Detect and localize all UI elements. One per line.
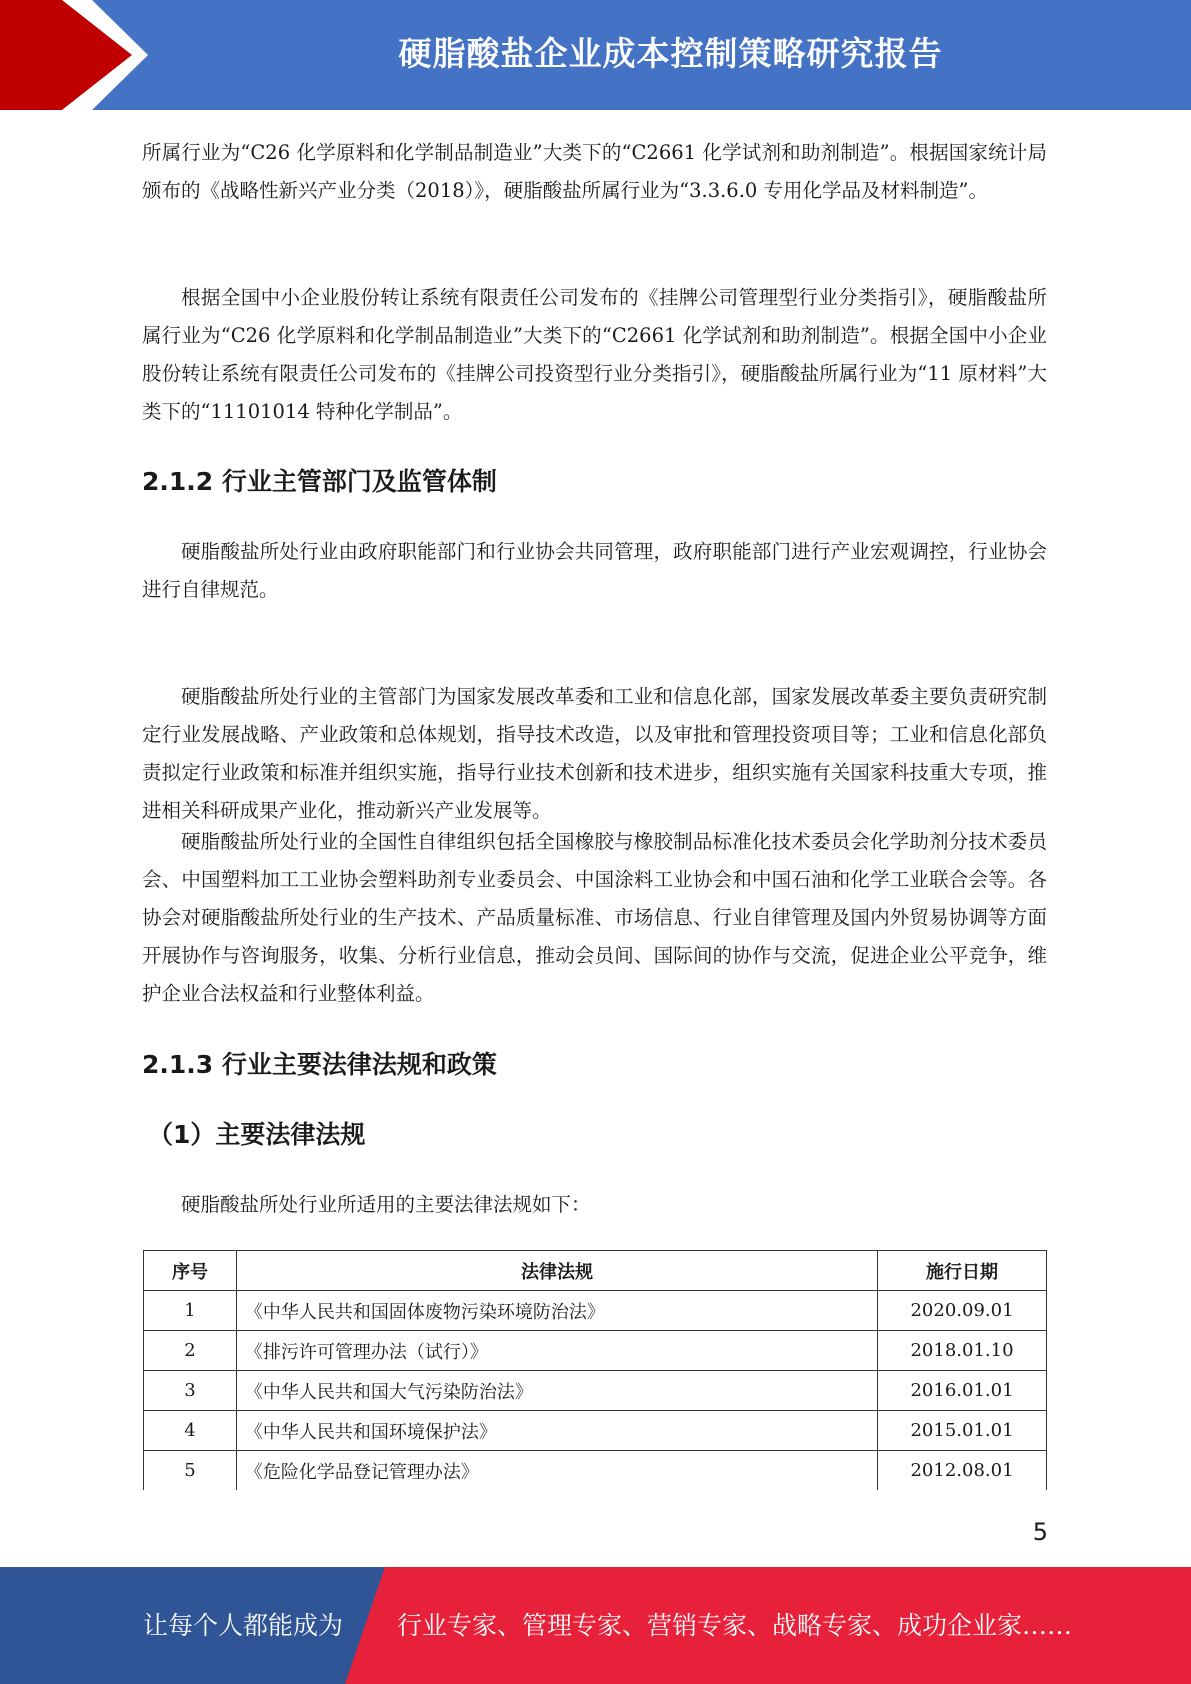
header-date: 施行日期 [878,1251,1047,1291]
row-law: 《中华人民共和国固体废物污染环境防治法》 [236,1291,877,1331]
row-law: 《中华人民共和国大气污染防治法》 [236,1371,877,1411]
page-number: 5 [1032,1518,1048,1546]
table-row [144,1411,1047,1451]
row-date: 2012.08.01 [878,1451,1047,1491]
table-row [144,1291,1047,1331]
section-heading-2-1-3: 2.1.3 行业主要法律法规和政策 [142,1050,497,1079]
row-law: 《危险化学品登记管理办法》 [236,1451,877,1491]
paragraph-3: 硬脂酸盐所处行业由政府职能部门和行业协会共同管理，政府职能部门进行产业宏观调控，行业协会进行自律规范。 [142,540,1047,601]
paragraph-6: 硬脂酸盐所处行业所适用的主要法律法规如下： [181,1193,591,1216]
paragraph-2: 根据全国中小企业股份转让系统有限责任公司发布的《挂牌公司管理型行业分类指引》，硬脂酸盐所属行业为“C26 化学原料和化学制品制造业”大类下的“C2661 化学试剂和助剂制造”。根据全国中小企业股份转让系统有限责任公司发布的《挂牌公司投资型行业分类指引》，硬脂酸盐所属行业为“11 原材料”大类下的“11101014 特种化学制品”。 [142,286,1047,423]
header-index: 序号 [144,1251,237,1291]
footer-slogan-right: 行业专家、管理专家、营销专家、战略专家、成功企业家…… [397,1611,1073,1640]
table-row [144,1371,1047,1411]
row-date: 2018.01.10 [878,1331,1047,1371]
row-date: 2020.09.01 [878,1291,1047,1331]
row-index: 4 [144,1411,237,1451]
table-header-row [144,1251,1047,1291]
footer-slogan-left: 让每个人都能成为 [143,1611,344,1640]
section-heading-2-1-2: 2.1.2 行业主管部门及监管体制 [142,467,497,496]
row-index: 2 [144,1331,237,1371]
table-row [144,1331,1047,1371]
page-header [0,0,1191,110]
row-law: 《中华人民共和国环境保护法》 [236,1411,877,1451]
paragraph-5: 硬脂酸盐所处行业的全国性自律组织包括全国橡胶与橡胶制品标准化技术委员会化学助剂分技术委员会、中国塑料加工工业协会塑料助剂专业委员会、中国涂料工业协会和中国石油和化学工业联合会等。各协会对硬脂酸盐所处行业的生产技术、产品质量标准、市场信息、行业自律管理及国内外贸易协调等方面开展协作与咨询服务，收集、分析行业信息，推动会员间、国际间的协作与交流，促进企业公平竞争，维护企业合法权益和行业整体利益。 [142,830,1047,1005]
row-law: 《排污许可管理办法（试行）》 [236,1331,877,1371]
row-date: 2015.01.01 [878,1411,1047,1451]
row-index: 5 [144,1451,237,1491]
laws-table [143,1250,1047,1490]
paragraph-1: 所属行业为“C26 化学原料和化学制品制造业”大类下的“C2661 化学试剂和助剂制造”。根据国家统计局颁布的《战略性新兴产业分类（2018）》，硬脂酸盐所属行业为“3.3.6.0 专用化学品及材料制造”。 [142,141,1047,202]
row-index: 1 [144,1291,237,1331]
subsection-heading-laws: （1）主要法律法规 [148,1120,366,1149]
report-title: 硬脂酸盐企业成本控制策略研究报告 [398,34,943,73]
table-row [144,1451,1047,1491]
page-footer [0,1567,1191,1684]
paragraph-4: 硬脂酸盐所处行业的主管部门为国家发展改革委和工业和信息化部，国家发展改革委主要负责研究制定行业发展战略、产业政策和总体规划，指导技术改造，以及审批和管理投资项目等；工业和信息化部负责拟定行业政策和标准并组织实施，指导行业技术创新和技术进步，组织实施有关国家科技重大专项，推进相关科研成果产业化，推动新兴产业发展等。 [142,685,1047,822]
row-date: 2016.01.01 [878,1371,1047,1411]
row-index: 3 [144,1371,237,1411]
header-law: 法律法规 [236,1251,877,1291]
